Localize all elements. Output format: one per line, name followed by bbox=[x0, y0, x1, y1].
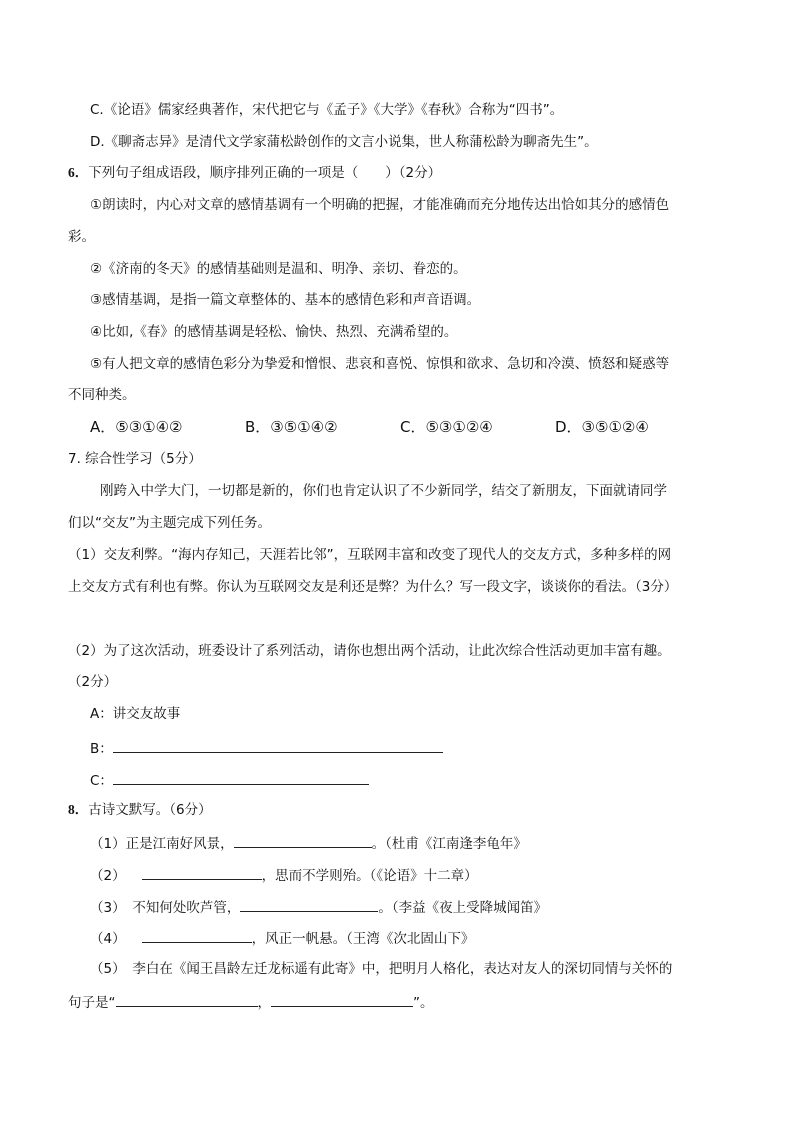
q8-line-5b bbox=[68, 992, 434, 1012]
q5-option-c: C.《论语》儒家经典著作，宋代把它与《孟子》《大学》《春秋》合称为“四书”。 bbox=[90, 102, 564, 118]
q8-blank-1[interactable] bbox=[234, 833, 372, 848]
q6-option-c: C．⑤③①②④ bbox=[400, 418, 493, 436]
q7-title: 7. 综合性学习（5分） bbox=[68, 451, 202, 467]
q8-line-1-post: 。（杜甫《江南逢李龟年》 bbox=[371, 836, 527, 852]
q6-options bbox=[90, 418, 649, 437]
q6-sentence-1a: ①朗读时，内心对文章的感情基调有一个明确的把握，才能准确而充分地传达出恰如其分的感情色 bbox=[90, 197, 670, 213]
q8-title-text: 古诗文默写。（6分） bbox=[88, 802, 212, 818]
q6-option-d: D．③⑤①②④ bbox=[555, 418, 649, 436]
q8-number: 8． bbox=[68, 802, 89, 817]
q8-line-3 bbox=[90, 897, 547, 917]
q6-sentence-3: ③感情基调，是指一篇文章整体的、基本的感情色彩和声音语调。 bbox=[90, 292, 481, 308]
q8-line-1 bbox=[90, 833, 527, 853]
q6-sentence-2: ②《济南的冬天》的感情基础则是温和、明净、亲切、眷恋的。 bbox=[90, 261, 467, 277]
q7-activity-b bbox=[90, 738, 443, 758]
q7-activity-c-blank[interactable] bbox=[113, 770, 369, 785]
q8-blank-3[interactable] bbox=[240, 897, 378, 912]
q7-part1-a: （1）交友利弊。“海内存知己，天涯若比邻”，互联网丰富和改变了现代人的交友方式，多种多样的网 bbox=[68, 547, 672, 563]
q8-line-2-post: ，思而不学则殆。（《论语》十二章） bbox=[261, 868, 478, 884]
q6-option-b: B．③⑤①④② bbox=[245, 418, 338, 436]
q6-sentence-1b: 彩。 bbox=[68, 229, 95, 245]
q8-line-2-pre: （2） bbox=[90, 868, 126, 884]
q7-activity-c-label: C： bbox=[90, 773, 113, 789]
q6-sentence-5b: 不同种类。 bbox=[68, 387, 136, 403]
q6-sentence-5a: ⑤有人把文章的感情色彩分为挚爱和憎恨、悲哀和喜悦、惊惧和欲求、急切和冷漠、愤怒和疑惑等 bbox=[90, 356, 670, 372]
q7-part2-a: （2）为了这次活动，班委设计了系列活动，请你也想出两个活动，让此次综合性活动更加丰富有趣。 bbox=[68, 643, 671, 659]
q8-blank-2[interactable] bbox=[142, 865, 262, 880]
q8-line-4-post: ，风正一帆悬。（王湾《次北固山下》 bbox=[251, 931, 475, 947]
q8-title bbox=[68, 801, 212, 819]
q8-line-4-pre: （4） bbox=[90, 931, 126, 947]
q8-line-5b-post: ”。 bbox=[413, 995, 434, 1011]
q5-option-d: D.《聊斋志异》是清代文学家蒲松龄创作的文言小说集，世人称蒲松龄为聊斋先生”。 bbox=[90, 134, 598, 150]
q8-line-2 bbox=[90, 865, 478, 885]
q6-option-a: A．⑤③①④② bbox=[90, 418, 183, 436]
q7-activity-b-label: B： bbox=[90, 741, 113, 757]
q6-sentence-4: ④比如,《春》的感情基调是轻松、愉快、热烈、充满希望的。 bbox=[90, 324, 458, 340]
q8-blank-4[interactable] bbox=[142, 928, 252, 943]
q8-line-5b-mid: ， bbox=[257, 995, 271, 1011]
q7-activity-c bbox=[90, 770, 369, 790]
q7-part1-b: 上交友方式有利也有弊。你认为互联网交友是利还是弊？为什么？写一段文字，谈谈你的看法。（3分） bbox=[68, 579, 678, 595]
q6-stem-text: 下列句子组成语段，顺序排列正确的一项是（ ）（2分） bbox=[88, 165, 442, 181]
q6-stem bbox=[68, 164, 441, 182]
q7-part2-b: （2分） bbox=[68, 674, 118, 690]
q8-line-3-pre: （3） 不知何处吹芦管， bbox=[90, 900, 241, 916]
q8-line-3-post: 。（李益《夜上受降城闻笛》 bbox=[378, 900, 548, 916]
q8-line-4 bbox=[90, 928, 474, 948]
q8-line-5a: （5） 李白在《闻王昌龄左迁龙标遥有此寄》中，把明月人格化，表达对友人的深切同情与关怀的 bbox=[90, 961, 673, 977]
q8-line-1-pre: （1）正是江南好风景， bbox=[90, 836, 234, 852]
q7-intro-b: 们以“交友”为主题完成下列任务。 bbox=[68, 515, 271, 531]
q8-blank-5a[interactable] bbox=[116, 992, 258, 1007]
q8-line-5b-pre: 句子是“ bbox=[68, 995, 116, 1011]
q7-activity-b-blank[interactable] bbox=[113, 738, 443, 753]
q6-number: 6． bbox=[68, 165, 89, 180]
q7-intro-a: 刚跨入中学大门，一切都是新的，你们也肯定认识了不少新同学，结交了新朋友，下面就请同学 bbox=[100, 483, 667, 499]
q8-blank-5b[interactable] bbox=[271, 992, 413, 1007]
q7-activity-a: A：讲交友故事 bbox=[90, 706, 181, 722]
